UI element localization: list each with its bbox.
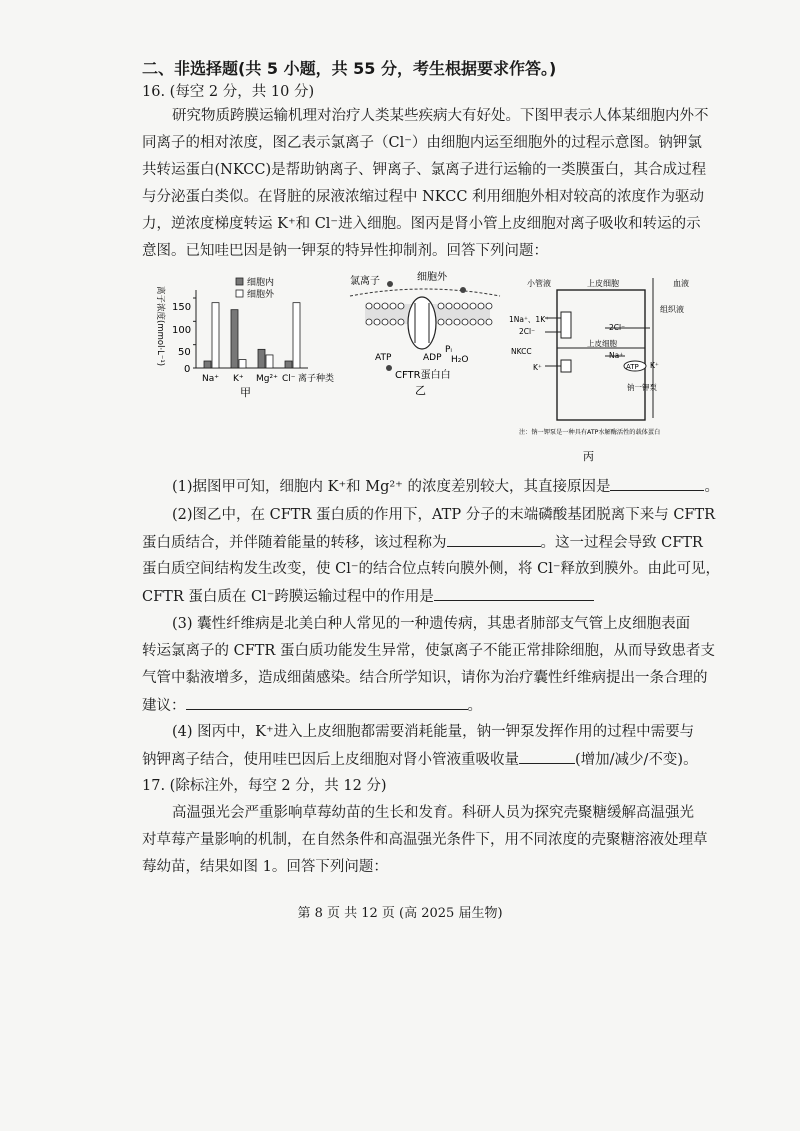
q16-sub3-line1: (3) 囊性纤维病是北美白种人常见的一种遗传病，其患者肺部支气管上皮细胞表面 [172,616,691,632]
q16-sub1 [172,476,719,497]
q16-sub1-text: (1)据图甲可知，细胞内 K⁺和 Mg²⁺ 的浓度差别较大，其直接原因是 [172,479,611,495]
phospholipid-head [462,303,468,309]
outer-boundary [350,289,500,296]
legend-in-swatch [236,278,243,285]
jia-tick-50: 50 [178,347,191,358]
chloride-ion-inside [386,365,392,371]
section-title: 二、非选择题(共 5 小题，共 55 分，考生根据要求作答。) [142,59,557,78]
q17-header: 17. (除标注外，每空 2 分，共 12 分) [142,778,387,794]
q16-sub4-text: 钠钾离子结合，使用哇巴因后上皮细胞对肾小管液重吸收量 [142,752,519,768]
phospholipid-head [438,303,444,309]
q16-sub3-line2: 转运氯离子的 CFTR 蛋白质功能发生异常，使氯离子不能正常排除细胞，从而导致患者支 [142,643,715,659]
phospholipid-head [374,319,380,325]
yi-adp-label: ADP [423,353,442,363]
jia-tick-100: 100 [172,325,192,336]
phospholipid-head [382,303,388,309]
cell-boundary [557,290,645,420]
jia-xlabel: 离子种类 [298,374,335,384]
yi-protein-label: CFTR蛋白白 [395,370,451,381]
legend-out-label: 细胞外 [247,290,275,300]
answer-blank-2[interactable] [447,532,541,547]
bing-nkcc-label: NKCC [511,347,532,356]
q16-sub2-line3: 蛋白质空间结构发生改变，使 Cl⁻的结合位点转向膜外侧，将 Cl⁻释放到膜外。由此可见， [142,561,720,577]
q16-sub2-line4 [142,586,594,607]
q16-intro-6: 意图。已知哇巴因是钠一钾泵的特异性抑制剂。回答下列问题： [142,243,548,259]
q17-line1: 高温强光会严重影响草莓幼苗的生长和发育。科研人员为探究壳聚糖缓解高温强光 [172,805,694,821]
yi-ion-label: 氯离子 [350,276,380,287]
jia-bar [293,303,300,368]
phospholipid-head [470,319,476,325]
bing-k-left: K⁺ [533,363,542,372]
q16-sub4-end: (增加/减少/不变)。 [575,752,698,768]
jia-bar [204,361,211,368]
bing-nkcc-ions: 1Na⁺、1K⁺ [509,315,550,324]
q16-intro-4: 与分泌蛋白类似。在肾脏的尿液浓缩过程中 NKCC 利用细胞外相对较高的浓度作为驱动 [142,189,705,205]
phospholipid-head [366,319,372,325]
phospholipid-head [462,319,468,325]
phospholipid-head [486,319,492,325]
jia-bar [258,349,265,368]
q16-sub3-text: 建议： [142,698,186,714]
phospholipid-head [398,319,404,325]
figure-jia-bar-chart [150,268,350,408]
phospholipid-head [454,319,460,325]
q16-sub2-text-a: 蛋白质结合，并伴随着能量的转移，该过程称为 [142,535,447,551]
phospholipid-head [486,303,492,309]
jia-tick-0: 0 [184,364,191,375]
jia-ylabel: 离子浓度(mmol·L⁻¹) [155,286,165,367]
answer-blank-5[interactable] [519,749,575,764]
nkcc-transporter [561,312,571,338]
q17-line3: 莓幼苗，结果如图 1。回答下列问题： [142,859,388,875]
phospholipid-head [390,319,396,325]
phospholipid-head [366,303,372,309]
phospholipid-head [390,303,396,309]
q16-sub3-end: 。 [467,698,482,714]
k-channel-left [561,360,571,372]
q16-sub2-text-b: 。这一过程会导致 CFTR [540,535,703,551]
legend-out-swatch [236,290,243,297]
jia-bar [266,355,273,368]
yi-water-label: H₂O [451,355,469,365]
phospholipid-head [438,319,444,325]
q16-sub3-line4 [142,695,482,716]
answer-blank-4[interactable] [186,695,468,710]
q16-sub2-line2 [142,532,703,553]
phospholipid-head [398,303,404,309]
bing-lower-cell-label: 上皮细胞 [587,339,617,348]
bing-tubule-label: 小管液 [527,279,551,288]
q16-sub4-line2 [142,749,698,770]
page-footer: 第 8 页 共 12 页 (高 2025 届生物) [297,906,503,921]
bing-na-label: Na⁺ [609,351,624,360]
phospholipid-head [446,303,452,309]
bing-blood-label: 血液 [673,279,689,288]
jia-cat-na: Na⁺ [202,374,219,384]
jia-cat-k: K⁺ [233,374,244,384]
bing-pump-label: 钠一钾泵 [627,383,657,392]
jia-bar [285,361,292,368]
phospholipid-head [454,303,460,309]
bing-nkcc-cl: 2Cl⁻ [519,327,536,336]
answer-blank-3[interactable] [434,586,594,601]
bing-cl-right: 2Cl⁻ [609,323,626,332]
jia-tick-150: 150 [172,302,192,313]
yi-pi-label: Pᵢ [445,345,453,355]
phospholipid-head [382,319,388,325]
cftr-protein-shape [408,297,436,349]
q16-intro-2: 同离子的相对浓度，图乙表示氯离子（Cl⁻）由细胞内运至细胞外的过程示意图。钠钾氯 [142,135,702,151]
phospholipid-head [470,303,476,309]
phospholipid-head [446,319,452,325]
q16-sub4-line1: (4) 图丙中，K⁺进入上皮细胞都需要消耗能量，钠一钾泵发挥作用的过程中需要与 [172,724,695,740]
jia-bar [212,303,219,368]
bing-atp-label: ATP [626,363,639,371]
legend-in-label: 细胞内 [247,278,275,288]
q16-sub2-text-c: CFTR 蛋白质在 Cl⁻跨膜运输过程中的作用是 [142,589,434,605]
yi-label: 乙 [415,384,426,397]
bing-tissue-label: 组织液 [660,305,684,314]
phospholipid-head [478,303,484,309]
yi-atp-label: ATP [375,353,392,363]
bing-label: 丙 [583,450,594,463]
q16-sub2-line1: (2)图乙中，在 CFTR 蛋白质的作用下，ATP 分子的末端磷酸基团脱离下来与 CFTR [172,507,716,523]
q16-sub1-end: 。 [704,479,719,495]
jia-cat-cl: Cl⁻ [282,374,296,384]
jia-cat-mg: Mg²⁺ [256,374,278,384]
yi-outside-label: 细胞外 [417,272,447,283]
jia-bar [231,310,238,368]
q16-intro-5: 力，逆浓度梯度转运 K⁺和 Cl⁻进入细胞。图丙是肾小管上皮细胞对离子吸收和转运的示 [142,216,701,232]
q16-header: 16. (每空 2 分，共 10 分) [142,84,315,100]
phospholipid-head [374,303,380,309]
chloride-ion [460,287,466,293]
q17-line2: 对草莓产量影响的机制，在自然条件和高温强光条件下，用不同浓度的壳聚糖溶液处理草 [142,832,708,848]
figure-yi-cftr-diagram [345,268,505,408]
jia-bar [239,360,246,368]
bing-upper-cell-label: 上皮细胞 [587,279,619,288]
phospholipid-head [478,319,484,325]
q16-sub3-line3: 气管中黏液增多，造成细菌感染。结合所学知识，请你为治疗囊性纤维病提出一条合理的 [142,670,708,686]
q16-intro-1: 研究物质跨膜运输机理对治疗人类某些疾病大有好处。下图甲表示人体某细胞内外不 [172,108,709,124]
bing-k-right: K⁺ [650,361,659,370]
q16-intro-3: 共转运蛋白(NKCC)是帮助钠离子、钾离子、氯离子进行运输的一类膜蛋白，其合成过程 [142,162,707,178]
jia-label: 甲 [240,386,251,399]
bing-note: 注：钠一钾泵是一种具有ATP水解酶活性的载体蛋白 [519,429,661,436]
figure-bing-epithelial-diagram [505,268,710,468]
answer-blank-1[interactable] [610,476,704,491]
chloride-ion [387,281,393,287]
